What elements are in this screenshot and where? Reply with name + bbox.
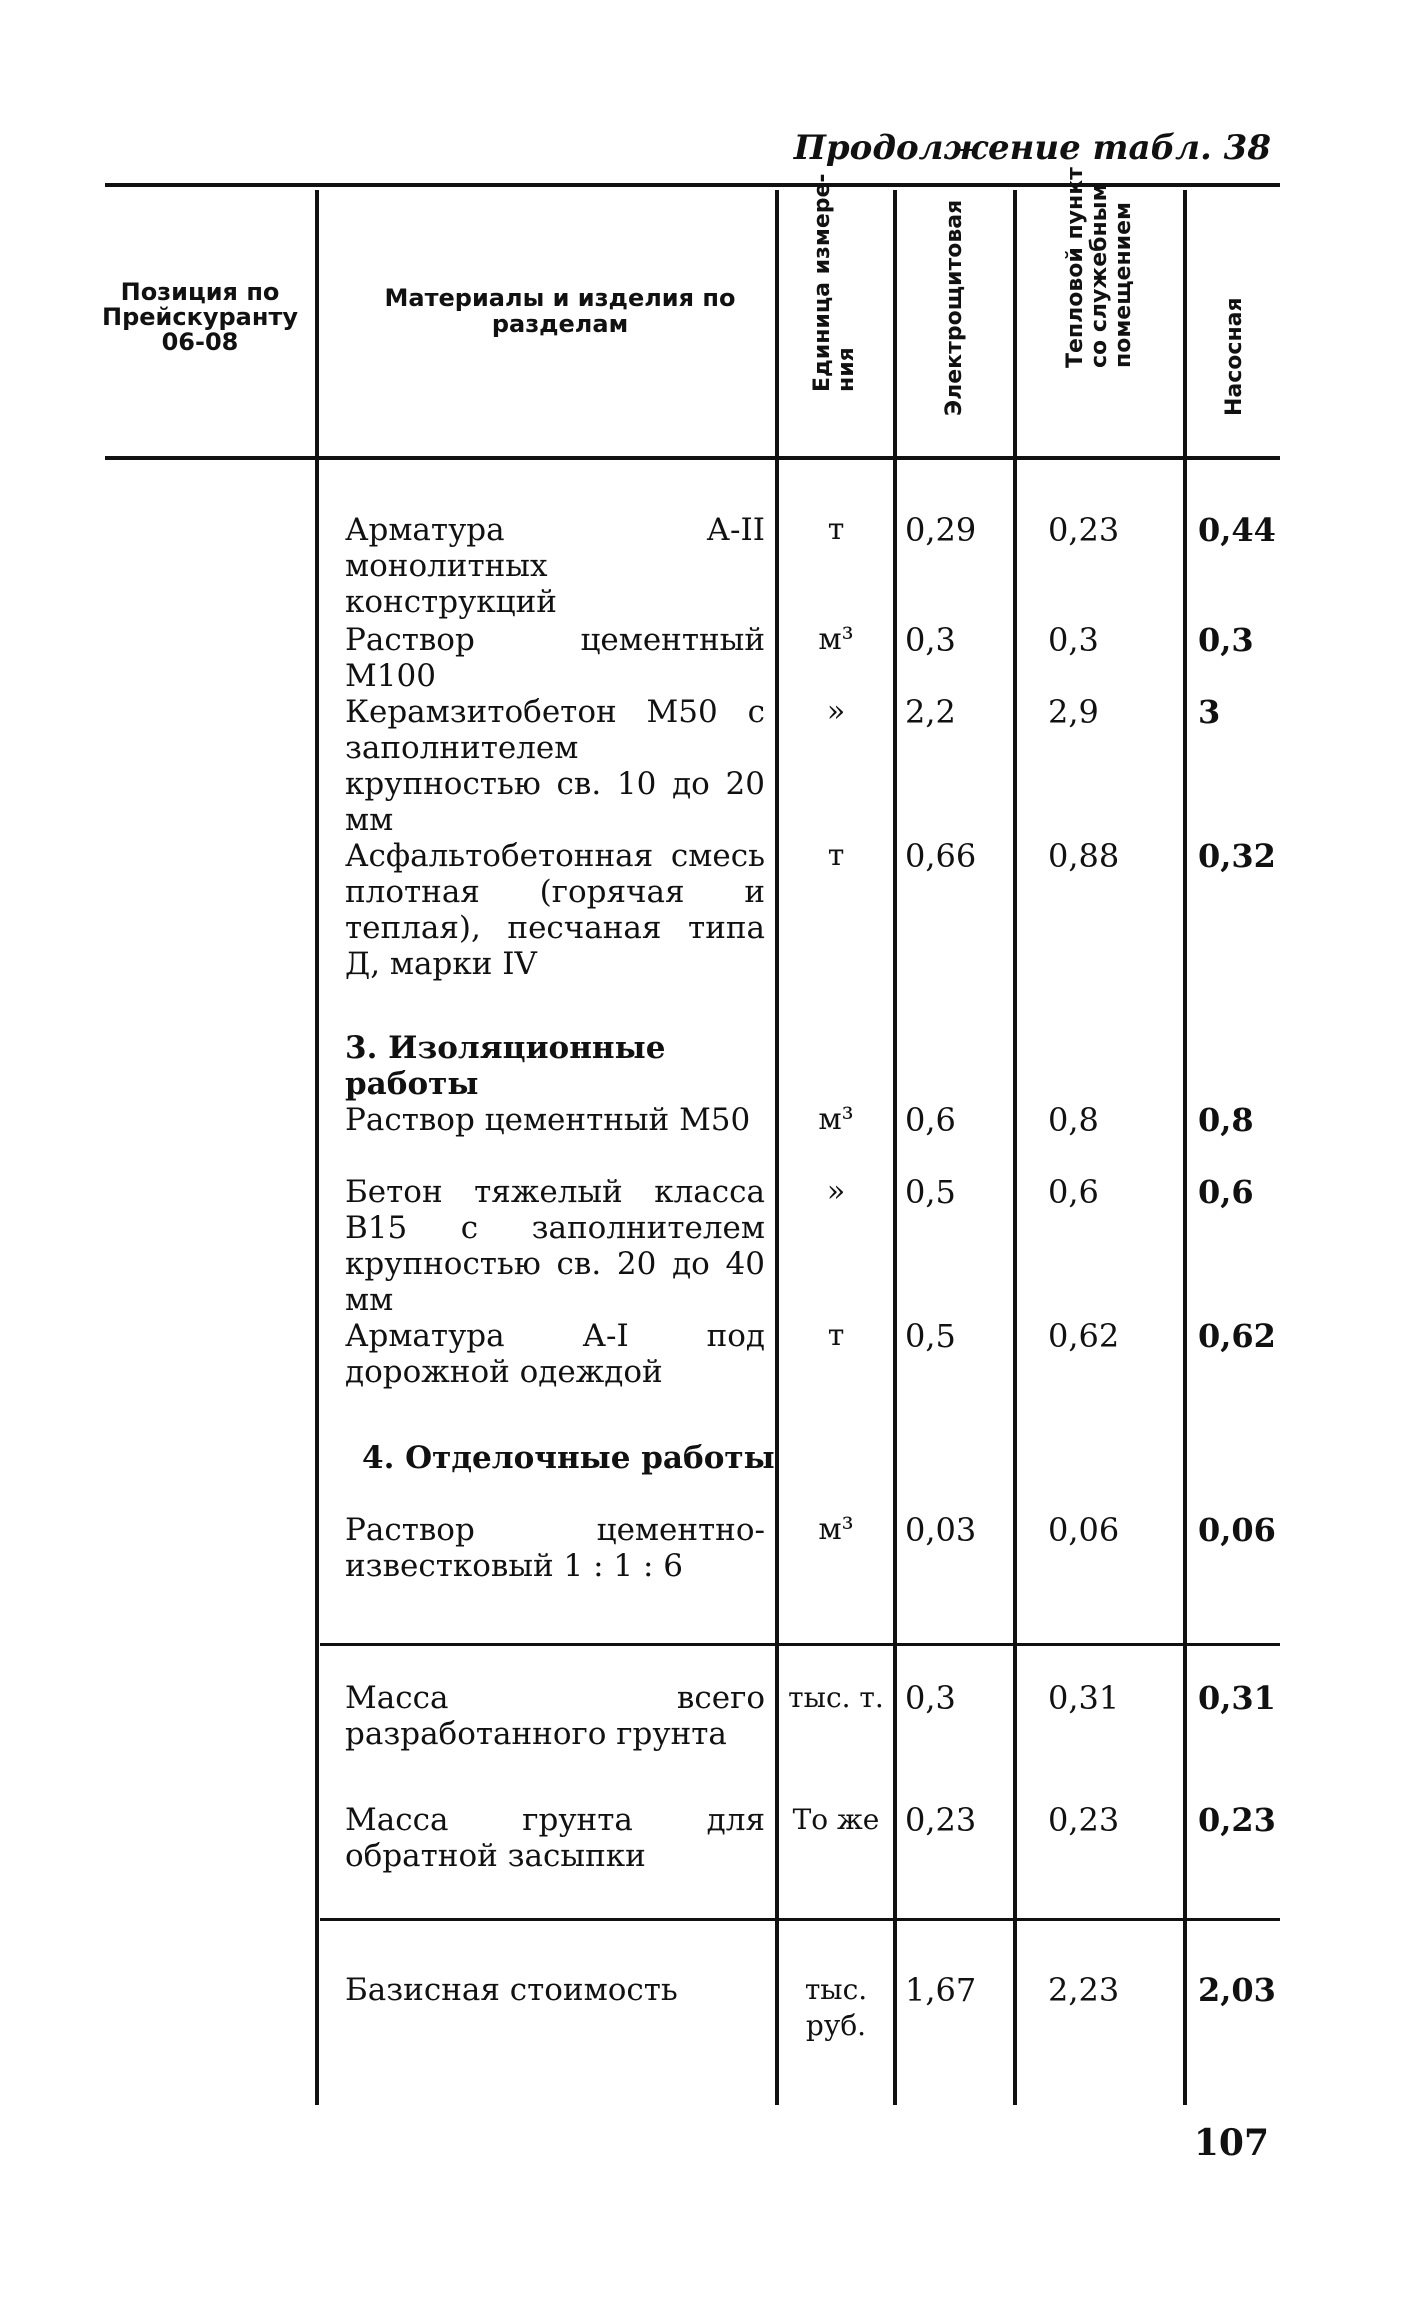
column-divider-1	[315, 190, 319, 2105]
row-value-pump: 3	[1198, 693, 1221, 731]
header-heat-cell	[1020, 167, 1180, 440]
column-divider-3	[893, 190, 897, 2105]
mass-row-name: Масса всего разработанного грунта	[345, 1680, 765, 1752]
header-pump-cell	[1190, 190, 1280, 440]
row-value-electro: 0,03	[905, 1511, 977, 1549]
mass-row-value-heat: 0,31	[1048, 1679, 1120, 1717]
continuation-label: Продолжение табл. 38	[793, 128, 1271, 168]
base-cost-unit: тыс. руб.	[804, 1973, 868, 2042]
mass-row-value-pump: 0,31	[1198, 1679, 1276, 1717]
row-material-name: Раствор цементный М100	[345, 622, 765, 694]
column-divider-4	[1013, 190, 1017, 2105]
row-material-name: Асфальтобетонная смесь плотная (горячая и теплая), песчаная типа Д, марки IV	[345, 838, 765, 982]
row-value-pump: 0,62	[1198, 1317, 1276, 1355]
row-material-name: Бетон тяжелый класса В15 с заполнителем крупностью св. 20 до 40 мм	[345, 1174, 765, 1318]
row-value-electro: 0,6	[905, 1101, 956, 1139]
mass-row-value-electro: 0,3	[905, 1679, 956, 1717]
base-cost-value-pump: 2,03	[1198, 1971, 1276, 2009]
mass-row-unit: То же	[792, 1803, 880, 1836]
header-electro-cell	[900, 190, 1010, 440]
mass-row-unit: тыс. т.	[788, 1681, 884, 1714]
row-value-heat: 2,9	[1048, 693, 1099, 731]
section-heading: 4. Отделочные работы	[362, 1440, 775, 1476]
mass-row-value-heat: 0,23	[1048, 1801, 1120, 1839]
header-materials: Материалы и изделия по разделам	[384, 284, 736, 338]
row-unit: т	[827, 512, 845, 547]
row-value-pump: 0,8	[1198, 1101, 1254, 1139]
column-divider-2	[775, 190, 779, 2105]
row-value-electro: 2,2	[905, 693, 956, 731]
row-value-heat: 0,88	[1048, 837, 1120, 875]
row-value-pump: 0,06	[1198, 1511, 1276, 1549]
base-cost-value-heat: 2,23	[1048, 1971, 1120, 2009]
row-value-pump: 0,32	[1198, 837, 1276, 875]
row-unit: »	[826, 694, 846, 729]
row-value-heat: 0,06	[1048, 1511, 1120, 1549]
header-heat: Тепловой пункт со служебным помещением	[1063, 167, 1136, 368]
header-electro: Электрощитовая	[942, 199, 967, 416]
mass-row-value-electro: 0,23	[905, 1801, 977, 1839]
base-cost-value-electro: 1,67	[905, 1971, 977, 2009]
row-value-pump: 0,3	[1198, 621, 1254, 659]
row-unit: м³	[818, 1102, 854, 1137]
cost-section-rule	[320, 1918, 1280, 1921]
mass-row-value-pump: 0,23	[1198, 1801, 1276, 1839]
base-cost-label: Базисная стоимость	[345, 1972, 678, 2008]
row-value-heat: 0,23	[1048, 511, 1120, 549]
row-value-electro: 0,5	[905, 1173, 956, 1211]
row-value-electro: 0,66	[905, 837, 977, 875]
row-material-name: Керамзитобетон М50 с заполнителем крупностью св. 10 до 20 мм	[345, 694, 765, 838]
row-value-heat: 0,3	[1048, 621, 1099, 659]
row-value-pump: 0,44	[1198, 511, 1276, 549]
row-value-electro: 0,5	[905, 1317, 956, 1355]
mass-row-name: Масса грунта для обратной засыпки	[345, 1802, 765, 1874]
row-unit: м³	[818, 622, 854, 657]
section-heading: 3. Изоляционные работы	[345, 1030, 666, 1102]
header-unit: Единица измере- ния	[810, 173, 859, 392]
header-pump: Насосная	[1222, 297, 1247, 416]
row-value-heat: 0,8	[1048, 1101, 1099, 1139]
page-number: 107	[1193, 2122, 1269, 2164]
row-material-name: Раствор цементно-известковый 1 : 1 : 6	[345, 1512, 765, 1584]
row-value-electro: 0,3	[905, 621, 956, 659]
header-unit-cell	[780, 173, 890, 440]
row-unit: м³	[818, 1512, 854, 1547]
row-value-heat: 0,6	[1048, 1173, 1099, 1211]
row-value-heat: 0,62	[1048, 1317, 1120, 1355]
header-bottom-rule	[105, 456, 1280, 460]
row-material-name: Раствор цементный М50	[345, 1102, 751, 1138]
row-unit: т	[827, 838, 845, 873]
row-value-pump: 0,6	[1198, 1173, 1254, 1211]
row-unit: »	[826, 1174, 846, 1209]
header-position: Позиция по Прейскуранту 06-08	[101, 278, 299, 356]
row-material-name: Арматура А-I под дорожной одеждой	[345, 1318, 765, 1390]
row-unit: т	[827, 1318, 845, 1353]
row-value-electro: 0,29	[905, 511, 977, 549]
column-divider-5	[1183, 190, 1187, 2105]
mass-section-rule	[320, 1643, 1280, 1646]
row-material-name: Арматура А-II монолитных конструкций	[345, 512, 765, 620]
